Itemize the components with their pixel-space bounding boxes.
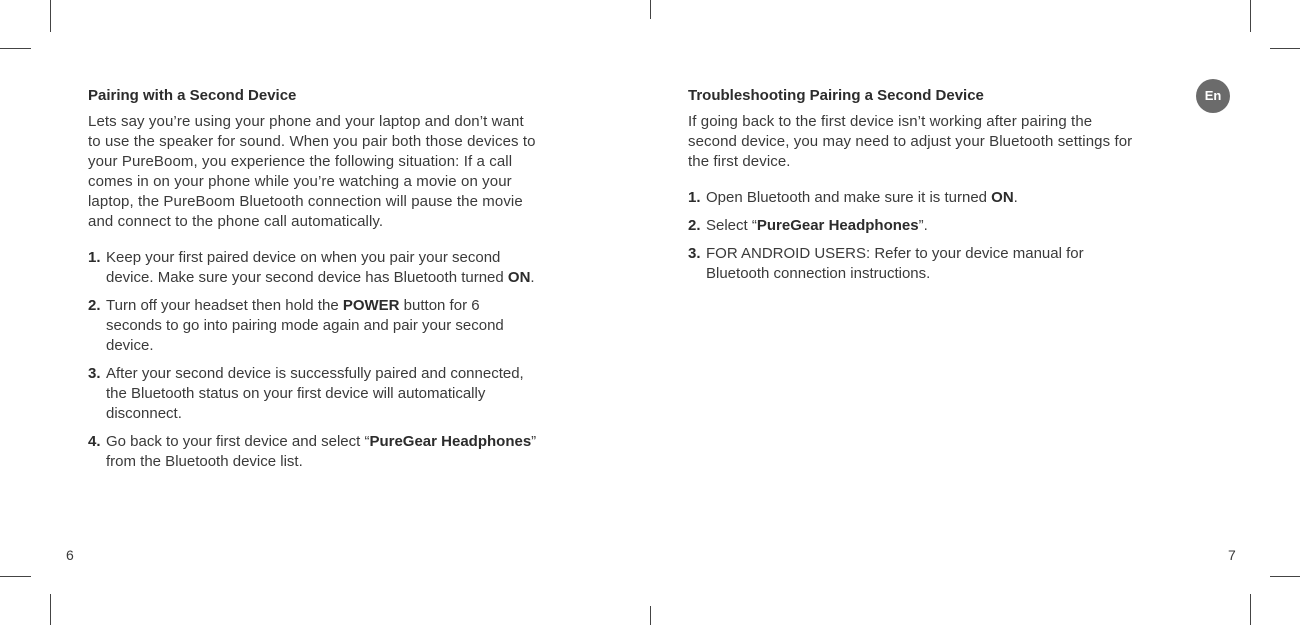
crop-mark (1270, 48, 1300, 49)
step-text: . (1013, 189, 1018, 206)
step-number: 3. (688, 245, 701, 262)
left-intro-paragraph: Lets say you’re using your phone and your laptop and don’t want to use the speaker for sound. When you pair both those devices to your PureBoom, you experience the following situation: If a call comes in on your phone while you’re watching a movie on your laptop, the PureBoom Bluetooth connection will pause the movie and connect to the phone call automatically. (88, 113, 536, 230)
step-item (688, 188, 1138, 208)
step-bold-text: PureGear Headphones (756, 217, 919, 234)
step-text: ” from the Bluetooth device list. (106, 433, 537, 470)
step-text: After your second device is successfully paired and connected, the Bluetooth status on your first device will automatically disconnect. (106, 365, 524, 422)
left-steps-list (88, 248, 538, 472)
step-item (88, 248, 538, 288)
left-page-content (88, 86, 538, 480)
step-item (688, 216, 1138, 236)
step-item (88, 432, 538, 472)
crop-mark (0, 48, 31, 49)
crop-mark (1270, 576, 1300, 577)
step-text: button for 6 seconds to go into pairing mode again and pair your second device. (106, 297, 504, 354)
step-text: ”. (918, 217, 928, 234)
language-badge: En (1196, 79, 1230, 113)
left-page-number: 6 (66, 547, 74, 563)
crop-mark (0, 576, 31, 577)
right-page-content (688, 86, 1138, 292)
crop-mark (650, 606, 651, 625)
step-text: Open Bluetooth and make sure it is turned (706, 189, 992, 206)
step-bold-text: PureGear Headphones (369, 433, 532, 450)
step-text: . (530, 269, 535, 286)
right-page-number: 7 (1228, 547, 1236, 563)
crop-mark (1250, 594, 1251, 625)
right-section-title: Troubleshooting Pairing a Second Device (688, 87, 984, 104)
step-number: 1. (688, 189, 701, 206)
crop-mark (50, 0, 51, 32)
step-bold-text: POWER (342, 297, 400, 314)
step-item (688, 244, 1138, 284)
step-bold-text: ON (507, 269, 531, 286)
step-item (88, 296, 538, 356)
step-number: 3. (88, 365, 101, 382)
step-bold-text: ON (991, 189, 1014, 206)
crop-mark (50, 594, 51, 625)
step-text: Select “ (706, 217, 757, 234)
step-number: 2. (688, 217, 701, 234)
step-number: 1. (88, 249, 101, 266)
step-number: 4. (88, 433, 101, 450)
crop-mark (1250, 0, 1251, 32)
step-text: Go back to your first device and select “ (106, 433, 370, 450)
step-text: Turn off your headset then hold the (106, 297, 343, 314)
right-intro-paragraph: If going back to the first device isn’t working after pairing the second device, you may need to adjust your Bluetooth settings for the first device. (688, 113, 1133, 170)
step-number: 2. (88, 297, 101, 314)
step-text: Keep your first paired device on when you pair your second device. Make sure your second device has Bluetooth turned (106, 249, 508, 286)
step-text: FOR ANDROID USERS: Refer to your device manual for Bluetooth connection instructions. (706, 245, 1084, 282)
left-section-title: Pairing with a Second Device (88, 87, 297, 104)
right-steps-list (688, 188, 1138, 284)
crop-mark (650, 0, 651, 19)
step-item (88, 364, 538, 424)
